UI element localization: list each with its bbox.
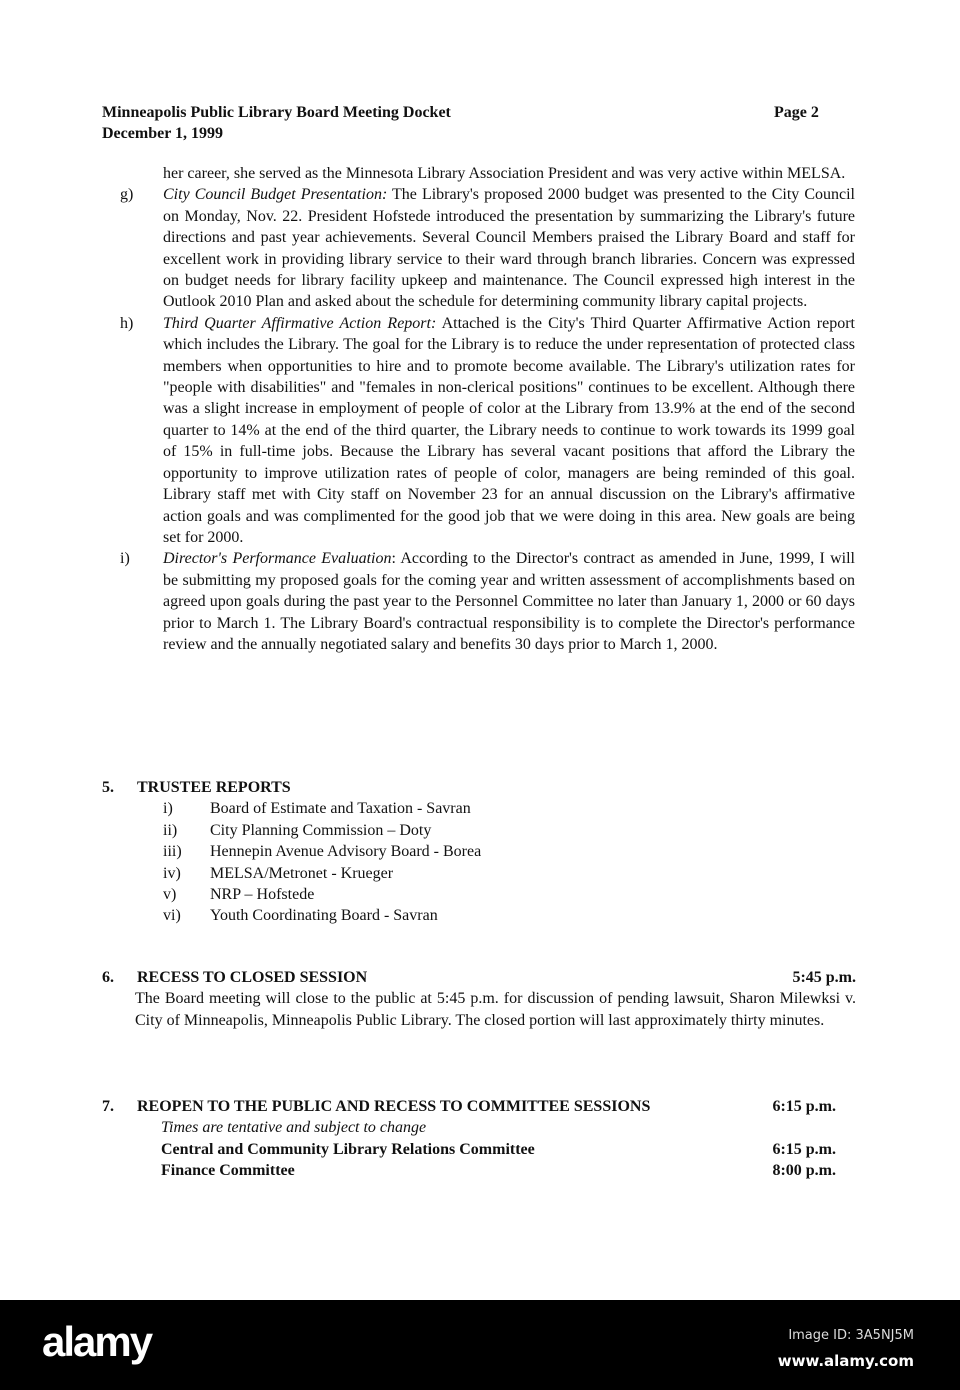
- section-text: The Board meeting will close to the public at 5:45 p.m. for discussion of pending lawsuit, Sharon Milewksi v. City of Minneapolis, Minneapolis Public Library. The closed portion will last approximately thirty minutes.: [135, 990, 856, 1029]
- committee-row: Finance Committee 8:00 p.m.: [161, 1162, 836, 1180]
- docket-title: Minneapolis Public Library Board Meeting Docket: [102, 104, 451, 121]
- alamy-logo: alamy: [42, 1318, 152, 1365]
- item-title: City Council Budget Presentation:: [163, 186, 388, 204]
- schedule-note: Times are tentative and subject to change: [161, 1119, 427, 1137]
- page-number: Page 2: [774, 104, 819, 121]
- docket-date: December 1, 1999: [102, 125, 223, 142]
- section-number: 6.: [102, 969, 114, 986]
- item-h: [120, 313, 856, 548]
- image-id: Image ID: 3A5NJ5M: [788, 1328, 914, 1343]
- section-committee-sessions: [102, 1096, 836, 1182]
- item-text: : According to the Director's contract as amended in June, 1999, I will be submitting my proposed goals for the coming year and written assessment of accomplishments based on agreed upon goals during the past year to the Personnel Committee no later than January 1, 2000 or 60 days prior to March 1. The Library Board's contractual responsibility is to complete the Director's performance review and the annually negotiated salary and benefits 30 days prior to March 1, 2000.: [163, 550, 856, 653]
- report-item: ii) City Planning Commission – Doty: [163, 821, 432, 839]
- items-block: [120, 163, 856, 655]
- report-item: iv) MELSA/Metronet - Krueger: [163, 864, 394, 882]
- item-title: Director's Performance Evaluation: [163, 550, 392, 568]
- item-label: i): [120, 550, 130, 568]
- section-time: 6:15 p.m.: [772, 1098, 836, 1115]
- item-g: [120, 184, 856, 312]
- section-trustee-reports: [102, 777, 481, 927]
- report-item: v) NRP – Hofstede: [163, 886, 315, 904]
- section-number: 7.: [102, 1098, 114, 1115]
- item-title: Third Quarter Affirmative Action Report:: [163, 314, 437, 332]
- report-item: vi) Youth Coordinating Board - Savran: [163, 907, 438, 925]
- item-i: [120, 548, 856, 655]
- section-title: RECESS TO CLOSED SESSION: [137, 969, 368, 986]
- committee-row: Central and Community Library Relations Committee 6:15 p.m.: [161, 1140, 836, 1158]
- item-text: The Library's proposed 2000 budget was presented to the City Council on Monday, Nov. 22. President Hofstede introduced the presentation by summarizing the Library's future directions and past year achievements. Several Council Members praised the Library Board and staff for excellent work in providing library service to their ward through branch libraries. Concern was expressed on budget needs for library facility upkeep and maintenance. The Council expressed high interest in the Outlook 2010 Plan and asked about the schedule for determining community library capital projects.: [163, 186, 856, 311]
- item-text: Attached is the City's Third Quarter Affirmative Action report which includes the Library. The goal for the Library is to reduce the under representation of protected class members when opportunities to hire and to promote become available. The Library's utilization rates for "people with disabilities" and "females in non-clerical positions" continues to be excellent. Although there was a slight increase in employment of people of color at the Library from 13.9% at the end of the second quarter to 14% at the end of the third quarter, the Library needs to continue to work towards its 1999 goal of 15% in full-time jobs. Because the Library has several vacant positions that afford the Library the opportunity to improve utilization rates of people of color, managers are being reminded of this goal. Library staff met with City staff on November 23 for an annual discussion on the Library's affirmative action goals and was complimented for the good job that we were doing in this area. New goals are being set for 2000.: [163, 314, 856, 546]
- section-time: 5:45 p.m.: [792, 969, 856, 986]
- report-item: iii) Hennepin Avenue Advisory Board - Borea: [163, 843, 482, 861]
- section-title: REOPEN TO THE PUBLIC AND RECESS TO COMMITTEE SESSIONS: [137, 1098, 651, 1115]
- section-number: 5.: [102, 779, 114, 796]
- watermark-bar: [0, 1300, 960, 1390]
- item-label: h): [120, 314, 134, 332]
- section-closed-session: [102, 967, 856, 1031]
- continuation-paragraph: her career, she served as the Minnesota Library Association President and was very active within MELSA.: [163, 165, 846, 182]
- watermark-url: www.alamy.com: [777, 1352, 914, 1370]
- section-title: TRUSTEE REPORTS: [137, 779, 291, 796]
- item-label: g): [120, 186, 134, 204]
- report-item: i) Board of Estimate and Taxation - Savran: [163, 800, 471, 818]
